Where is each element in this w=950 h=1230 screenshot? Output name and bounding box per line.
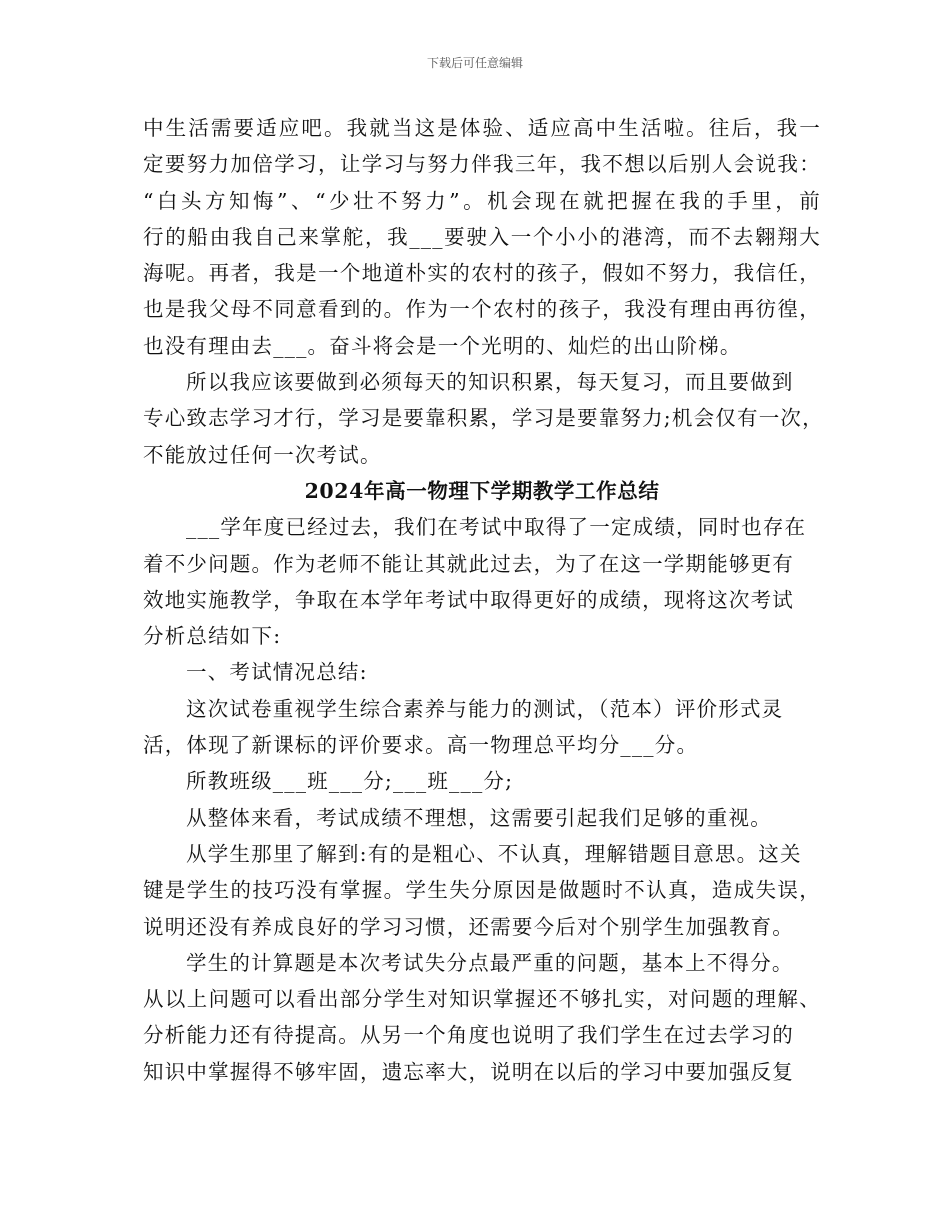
document-body bbox=[143, 110, 833, 1090]
text-line: 海呢。再者，我是一个地道朴实的农村的孩子，假如不努力，我信任， bbox=[143, 261, 821, 286]
text-line: 学生的计算题是本次考试失分点最严重的问题，基本上不得分。 bbox=[186, 950, 794, 975]
overall-line: 从整体来看，考试成绩不理想，这需要引起我们足够的重视。 bbox=[186, 805, 772, 830]
paragraph-study-plan bbox=[143, 364, 833, 473]
paragraph-intro bbox=[143, 509, 833, 654]
paragraph-students bbox=[143, 836, 833, 945]
text-line: 不能放过任何一次考试。 bbox=[143, 442, 382, 467]
text-line: 效地实施教学，争取在本学年考试中取得更好的成绩，现将这次考试 bbox=[143, 587, 794, 612]
text-line: 这次试卷重视学生综合素养与能力的测试，（范本）评价形式灵 bbox=[186, 696, 784, 721]
paragraph-exam bbox=[143, 691, 833, 764]
classes-score-line: 所教班级___班___分;___班___分; bbox=[186, 769, 514, 794]
text-line: 行的船由我自己来掌舵，我___要驶入一个小小的港湾，而不去翱翔大 bbox=[143, 224, 821, 249]
paragraph-continuation bbox=[143, 110, 833, 364]
subheading: 一、考试情况总结: bbox=[186, 660, 368, 685]
text-line: 所以我应该要做到必须每天的知识积累，每天复习，而且要做到 bbox=[186, 370, 794, 395]
text-line: 中生活需要适应吧。我就当这是体验、适应高中生活啦。往后，我一 bbox=[143, 116, 821, 140]
text-line: 也没有理由去___。奋斗将会是一个光明的、灿烂的出山阶梯。 bbox=[143, 333, 742, 358]
text-line: ___学年度已经过去，我们在考试中取得了一定成绩，同时也存在 bbox=[186, 515, 807, 540]
text-line: 着不少问题。作为老师不能让其就此过去，为了在这一学期能够更有 bbox=[143, 551, 794, 576]
paragraph-calculation bbox=[143, 945, 833, 1090]
text-line: 从以上问题可以看出部分学生对知识掌握还不够扎实，对问题的理解、 bbox=[143, 987, 821, 1012]
text-line: 说明还没有养成良好的学习习惯，还需要今后对个别学生加强教育。 bbox=[143, 914, 794, 939]
text-line: 活，体现了新课标的评价要求。高一物理总平均分___分。 bbox=[143, 733, 699, 758]
section-title: 2024年高一物理下学期教学工作总结 bbox=[304, 478, 660, 503]
text-line: “白头方知悔”、“少壮不努力”。机会现在就把握在我的手里，前 bbox=[143, 188, 821, 213]
text-line: 专心致志学习才行，学习是要靠积累，学习是要靠努力;机会仅有一次， bbox=[143, 406, 824, 431]
text-line: 分析能力还有待提高。从另一个角度也说明了我们学生在过去学习的 bbox=[143, 1023, 794, 1048]
text-line: 知识中掌握得不够牢固，遗忘率大，说明在以后的学习中要加强反复 bbox=[143, 1059, 794, 1084]
text-line: 分析总结如下: bbox=[143, 624, 282, 649]
text-line: 键是学生的技巧没有掌握。学生失分原因是做题时不认真，造成失误， bbox=[143, 878, 821, 903]
text-line: 定要努力加倍学习，让学习与努力伴我三年，我不想以后别人会说我： bbox=[143, 152, 821, 177]
text-line: 从学生那里了解到:有的是粗心、不认真，理解错题目意思。这关 bbox=[186, 841, 802, 866]
header-note: 下载后可任意编辑 bbox=[426, 56, 523, 70]
text-line: 也是我父母不同意看到的。作为一个农村的孩子，我没有理由再彷徨， bbox=[143, 297, 821, 322]
